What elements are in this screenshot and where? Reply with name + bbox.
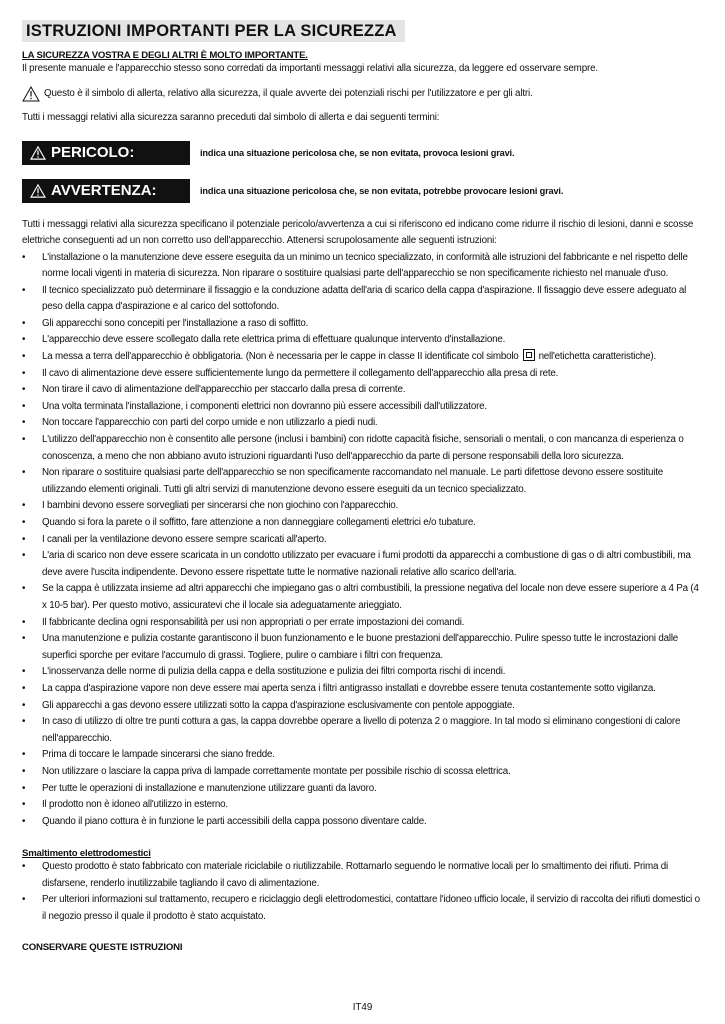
- list-item: • Per ulteriori informazioni sul trattamento, recupero e riciclaggio degli elettrodomestici, contattare l'idoneo ufficio locale, il servizio di raccolta dei rifiuti domestici o il negozio presso il quale il prodotto è stato acquistato.: [22, 892, 705, 925]
- list-item: • Prima di toccare le lampade sincerarsi che siano fredde.: [22, 747, 705, 764]
- list-item: • Gli apparecchi a gas devono essere utilizzati sotto la cappa d'aspirazione esclusivamente con pentole appoggiate.: [22, 698, 705, 715]
- double-square-icon: [523, 349, 535, 361]
- list-item: • L'utilizzo dell'apparecchio non è consentito alle persone (inclusi i bambini) con ridotte capacità fisiche, sensoriali o mentali, o con mancanza di esperienza o conoscenza, a meno che non abbiano avuto istruzioni riguardanti l'uso dell'apparecchio da parte di persone responsabili della loro sicurezza.: [22, 432, 705, 465]
- danger-text: indica una situazione pericolosa che, se non evitata, provoca lesioni gravi.: [200, 147, 515, 158]
- list-item: • Quando si fora la parete o il soffitto, fare attenzione a non danneggiare collegamenti elettrici e/o tubature.: [22, 515, 705, 532]
- list-item: • Il prodotto non è idoneo all'utilizzo in esterno.: [22, 797, 705, 814]
- list-item: • Per tutte le operazioni di installazione e manutenzione utilizzare guanti da lavoro.: [22, 781, 705, 798]
- warning-text: indica una situazione pericolosa che, se non evitata, potrebbe provocare lesioni gravi.: [200, 185, 564, 196]
- list-item: • Non tirare il cavo di alimentazione dell'apparecchio per staccarlo dalla presa di corrente.: [22, 382, 705, 399]
- warning-triangle-icon: [30, 184, 46, 198]
- list-item: • L'apparecchio deve essere scollegato dalla rete elettrica prima di effettuare qualunque intervento d'installazione.: [22, 332, 705, 349]
- list-item: • Il cavo di alimentazione deve essere sufficientemente lungo da permettere il collegamento dell'apparecchio alla presa di rete.: [22, 366, 705, 383]
- ground-text-before: La messa a terra dell'apparecchio è obbligatoria. (Non è necessaria per le cappe in classe II identificate col simbolo: [42, 351, 519, 363]
- warning-label: AVVERTENZA:: [51, 182, 157, 199]
- list-item: • Se la cappa è utilizzata insieme ad altri apparecchi che impiegano gas o altri combustibili, la pressione negativa del locale non deve essere superiore a 4 Pa (4 x 10-5 bar). Per questo motivo, assicuratevi che il locale sia adeguatamente arieggiato.: [22, 581, 705, 614]
- warning-triangle-icon: [30, 146, 46, 160]
- ground-text-after: nell'etichetta caratteristiche).: [538, 351, 657, 363]
- list-item: • La cappa d'aspirazione vapore non deve essere mai aperta senza i filtri antigrasso installati e dovrebbe essere tenuta costantemente sotto vigilanza.: [22, 681, 705, 698]
- page-number: IT49: [352, 1002, 373, 1013]
- preceded-text: Tutti i messaggi relativi alla sicurezza saranno preceduti dal simbolo di allerta e dai seguenti termini:: [22, 112, 440, 123]
- danger-label-box: [22, 141, 190, 165]
- intro-text: Il presente manuale e l'apparecchio stesso sono corredati da importanti messaggi relativi alla sicurezza, da leggere ed osservare sempre.: [22, 63, 598, 74]
- list-item: • L'inosservanza delle norme di pulizia della cappa e della sostituzione e pulizia dei filtri comporta rischi di incendi.: [22, 664, 705, 681]
- hazard-danger: [22, 141, 705, 165]
- list-item: • Gli apparecchi sono concepiti per l'installazione a raso di soffitto.: [22, 316, 705, 333]
- list-item: • Non toccare l'apparecchio con parti del corpo umide e non utilizzarlo a piedi nudi.: [22, 415, 705, 432]
- list-item: • Il tecnico specializzato può determinare il fissaggio e la conduzione adatta dell'aria di scarico della cappa d'aspirazione. Il fissaggio deve essere adeguato al peso della cappa d'aspirazione e al carico del sottofondo.: [22, 283, 705, 316]
- specify-text: Tutti i messaggi relativi alla sicurezza specificano il potenziale pericolo/avvertenza a cui si riferiscono ed indicano come ridurre il rischio di lesioni, danni e scosse elettriche conseguenti ad un non corretto uso dell'apparecchio. Attenersi scrupolosamente alle seguenti istruzioni:: [22, 218, 694, 246]
- list-item: • I bambini devono essere sorvegliati per sincerarsi che non giochino con l'apparecchio.: [22, 498, 705, 515]
- keep-instructions-label: CONSERVARE QUESTE ISTRUZIONI: [22, 941, 183, 953]
- list-item: • Il fabbricante declina ogni responsabilità per usi non appropriati o per errate impostazioni dei comandi.: [22, 615, 705, 632]
- hazard-warning: [22, 179, 705, 203]
- list-item: • L'aria di scarico non deve essere scaricata in un condotto utilizzato per evacuare i fumi prodotti da apparecchi a combustione di gas o di altri combustibili, ma deve avere l'uscita indipendente. Devono essere rispettate tutte le normative nazionali relative allo scarico dell'aria.: [22, 548, 705, 581]
- page-title: ISTRUZIONI IMPORTANTI PER LA SICUREZZA: [22, 20, 405, 42]
- list-item: • In caso di utilizzo di oltre tre punti cottura a gas, la cappa dovrebbe operare a livello di potenza 2 o maggiore. In tal modo si eliminano congestioni di calore nell'apparecchio.: [22, 714, 705, 747]
- disposal-list: [22, 859, 705, 925]
- list-item: • Una manutenzione e pulizia costante garantiscono il buon funzionamento e le buone prestazioni dell'apparecchio. Pulire spesso tutte le incrostazioni dalle superfici sporche per evitare l'accumulo di grassi. Togliere, pulire o cambiare i filtri con frequenza.: [22, 631, 705, 664]
- document-page: [22, 20, 705, 953]
- warning-label-box: [22, 179, 190, 203]
- list-item: • Questo prodotto è stato fabbricato con materiale riciclabile o riutilizzabile. Rottamarlo seguendo le normative locali per lo smaltimento dei rifiuti. Prima di disfarsene, renderlo inutilizzabile tagliando il cavo di alimentazione.: [22, 859, 705, 892]
- safety-list: [22, 250, 705, 831]
- danger-label: PERICOLO:: [51, 144, 135, 161]
- list-item: • Una volta terminata l'installazione, i componenti elettrici non dovranno più essere accessibili dall'utilizzatore.: [22, 399, 705, 416]
- disposal-title: Smaltimento elettrodomestici: [22, 848, 151, 860]
- list-item: [22, 349, 705, 366]
- warning-triangle-icon: [22, 86, 40, 102]
- alert-symbol-text: Questo è il simbolo di allerta, relativo alla sicurezza, il quale avverte dei potenziali rischi per l'utilizzatore e per gli altri.: [44, 87, 533, 99]
- alert-symbol-line: [22, 86, 705, 103]
- list-item: • Quando il piano cottura è in funzione le parti accessibili della cappa possono diventare calde.: [22, 814, 705, 831]
- list-item: • L'installazione o la manutenzione deve essere eseguita da un minimo un tecnico specializzato, in conformità alle istruzioni del fabbricante e nel rispetto delle norme locali vigenti in materia di sicurezza. Non riparare o sostituire qualsiasi parte dell'apparecchio se non specificamente richiesto nel manuale d'uso.: [22, 250, 705, 283]
- subtitle: LA SICUREZZA VOSTRA E DEGLI ALTRI È MOLTO IMPORTANTE.: [22, 50, 308, 61]
- list-item: • I canali per la ventilazione devono essere sempre scaricati all'aperto.: [22, 532, 705, 549]
- list-item: • Non riparare o sostituire qualsiasi parte dell'apparecchio se non specificamente raccomandato nel manuale. Le parti difettose devono essere sostituite utilizzando elementi originali. Tutti gli altri servizi di manutenzione devono essere eseguiti da un tecnico specializzato.: [22, 465, 705, 498]
- list-item: • Non utilizzare o lasciare la cappa priva di lampade correttamente montate per possibile rischio di scossa elettrica.: [22, 764, 705, 781]
